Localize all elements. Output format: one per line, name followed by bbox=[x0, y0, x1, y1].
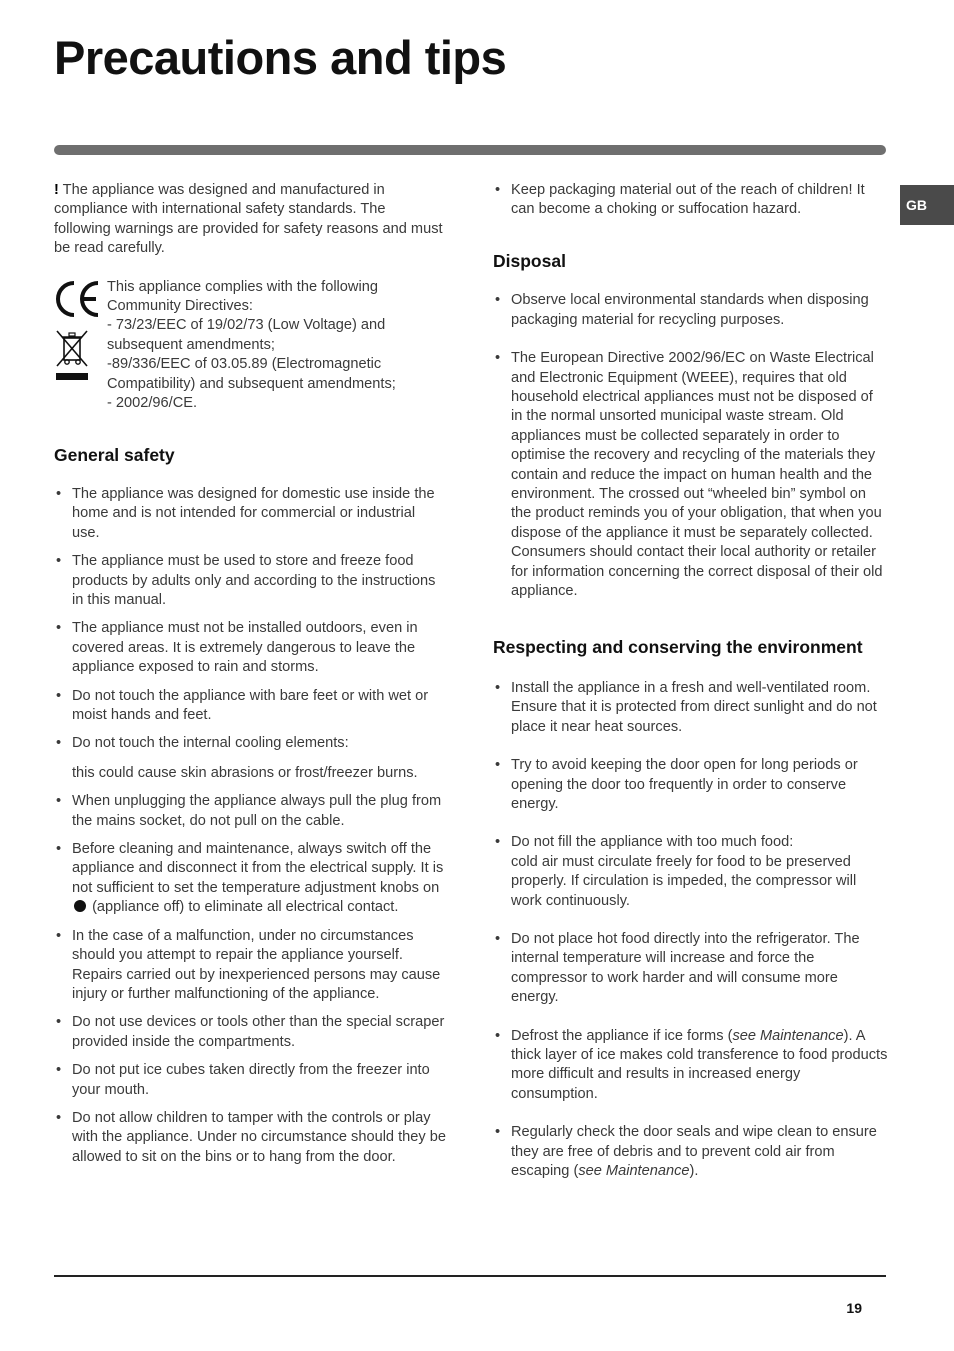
environment-heading: Respecting and conserving the environment bbox=[493, 637, 863, 658]
right-column bbox=[493, 181, 888, 1181]
list-item: • The appliance was designed for domestic use inside the home and is not intended for commercial or industrial use. bbox=[54, 485, 446, 543]
intro-text: The appliance was designed and manufactured in compliance with international safety standards. The following warnings are provided for safety reasons and must be read carefully. bbox=[54, 182, 443, 257]
directives-block bbox=[54, 278, 446, 414]
crossed-out-wheeled-bin-icon bbox=[54, 328, 90, 384]
intro-paragraph bbox=[54, 181, 446, 259]
list-item: • In the case of a malfunction, under no circumstances should you attempt to repair the appliance yourself. Repairs carried out by inexperienced persons may cause injury or further malfunctioning of the appliance. bbox=[54, 927, 446, 1005]
list-item: • Do not use devices or tools other than the special scraper provided inside the compartments. bbox=[54, 1013, 446, 1052]
footer-rule bbox=[54, 1275, 886, 1277]
language-tab: GB bbox=[900, 185, 954, 225]
list-item: • Do not touch the appliance with bare feet or with wet or moist hands and feet. bbox=[54, 687, 446, 726]
list-item bbox=[493, 833, 888, 911]
cross-reference: see Maintenance bbox=[578, 1163, 690, 1180]
list-item: • Try to avoid keeping the door open for long periods or opening the door too frequently in order to conserve energy. bbox=[493, 756, 888, 814]
list-item: • Do not allow children to tamper with the controls or play with the appliance. Under no circumstance should they be allowed to sit on the bins or to hang from the door. bbox=[54, 1109, 446, 1167]
list-item: • The appliance must not be installed outdoors, even in covered areas. It is extremely dangerous to leave the appliance exposed to rain and storms. bbox=[54, 619, 446, 677]
list-item-text: Regularly check the door seals and wipe clean to ensure they are free of debris and to prevent cold air from escaping ( bbox=[511, 1124, 877, 1180]
list-item bbox=[493, 1123, 888, 1181]
left-column bbox=[54, 181, 446, 1167]
header-divider-bar bbox=[54, 145, 886, 155]
disposal-list bbox=[493, 291, 888, 601]
page-number: 19 bbox=[846, 1300, 862, 1316]
list-item bbox=[493, 349, 888, 601]
disposal-heading: Disposal bbox=[493, 250, 566, 271]
list-item: • Keep packaging material out of the reach of children! It can become a choking or suffocation hazard. bbox=[493, 181, 888, 220]
directive-line: - 73/23/EEC of 19/02/73 (Low Voltage) and subsequent amendments; bbox=[107, 317, 386, 353]
list-item-text: ). A thick layer of ice makes cold transference to food products more difficult and results in increased energy consumption. bbox=[511, 1027, 888, 1102]
list-item-text: (appliance off) to eliminate all electrical contact. bbox=[92, 899, 399, 916]
packaging-list bbox=[493, 181, 888, 220]
list-item: • The appliance must be used to store and freeze food products by adults only and according to the instructions in this manual. bbox=[54, 552, 446, 610]
list-item: • Observe local environmental standards when disposing packaging material for recycling purposes. bbox=[493, 291, 888, 330]
general-safety-heading: General safety bbox=[54, 445, 175, 466]
list-item-text: Do not fill the appliance with too much food: bbox=[511, 834, 794, 851]
knob-off-symbol-icon bbox=[74, 900, 86, 912]
list-item bbox=[54, 840, 446, 918]
list-item: • Do not put ice cubes taken directly from the freezer into your mouth. bbox=[54, 1061, 446, 1100]
directive-line: -89/336/EEC of 03.05.89 (Electromagnetic Compatibility) and subsequent amendments; bbox=[107, 356, 396, 392]
list-item-text: Before cleaning and maintenance, always switch off the appliance and disconnect it from the electrical supply. It is not sufficient to set the temperature adjustment knobs on bbox=[72, 841, 444, 896]
list-item-text: The European Directive 2002/96/EC on Waste Electrical and Electronic Equipment (WEEE), requires that old household electrical appliances must not be disposed of in the normal unsorted municipal waste stream. Old appliances must be collected separately in order to optimise the recovery and recycling of the materials they contain and reduce the impact on human health and the environment. The crossed out “wheeled bin” symbol on the product reminds you of your obligation, that when you dispose of the appliance it must be separately collected. bbox=[511, 350, 882, 541]
warning-mark: ! bbox=[54, 182, 59, 198]
list-item-text: Consumers should contact their local authority or retailer for information concerning the correct disposal of their old appliance. bbox=[511, 544, 883, 599]
directive-line: - 2002/96/CE. bbox=[107, 395, 198, 412]
list-item-text: Defrost the appliance if ice forms ( bbox=[511, 1027, 733, 1044]
general-safety-list bbox=[54, 485, 446, 1167]
cross-reference: see Maintenance bbox=[732, 1027, 844, 1044]
directive-line: This appliance complies with the following Community Directives: bbox=[107, 278, 378, 315]
list-item bbox=[493, 1027, 888, 1105]
list-item: • Install the appliance in a fresh and well-ventilated room. Ensure that it is protected from direct sunlight and do not place it near heat sources. bbox=[493, 679, 888, 737]
list-item-continuation: this could cause skin abrasions or frost/freezer burns. bbox=[72, 764, 418, 781]
environment-list bbox=[493, 679, 888, 1182]
list-item-text: cold air must circulate freely for food to be preserved properly. If circulation is impeded, the compressor will work continuously. bbox=[511, 853, 857, 909]
list-item: • Do not place hot food directly into the refrigerator. The internal temperature will increase and force the compressor to work harder and will consume more energy. bbox=[493, 930, 888, 1008]
page-title: Precautions and tips bbox=[54, 31, 507, 84]
list-item-text: ). bbox=[689, 1163, 699, 1180]
ce-mark-icon bbox=[54, 279, 102, 319]
list-item: • Do not touch the internal cooling elements: bbox=[54, 734, 446, 753]
list-item: • When unplugging the appliance always pull the plug from the mains socket, do not pull on the cable. bbox=[54, 792, 446, 831]
